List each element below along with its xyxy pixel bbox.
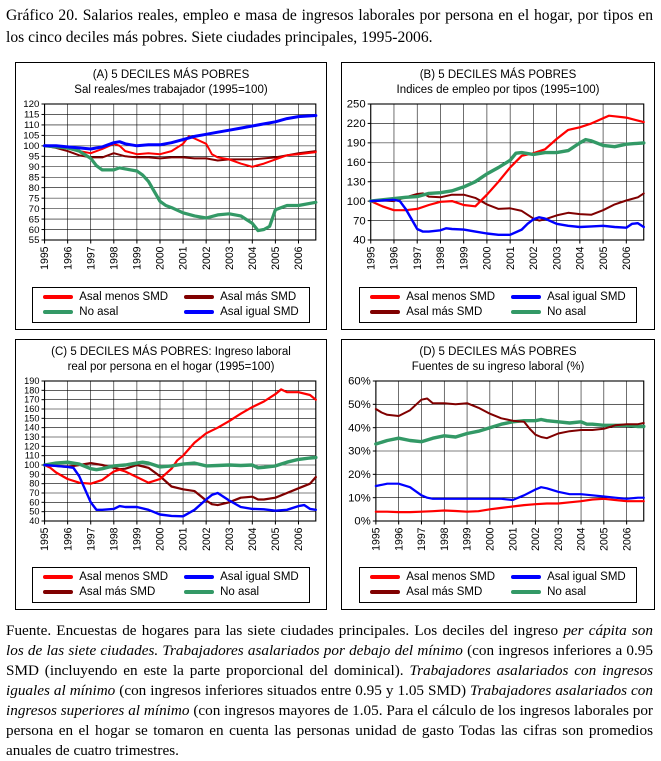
svg-text:2002: 2002: [200, 246, 213, 270]
svg-text:110: 110: [24, 450, 40, 461]
svg-text:65: 65: [28, 214, 40, 226]
svg-text:1998: 1998: [438, 527, 451, 551]
series-line-no-asal: [376, 419, 644, 444]
chart-title-line1: (B) 5 DECILES MÁS POBRES: [419, 69, 577, 82]
svg-text:60: 60: [29, 497, 40, 508]
legend-label: Asal igual SMD: [547, 291, 626, 304]
svg-text:2004: 2004: [575, 527, 588, 551]
svg-text:1998: 1998: [108, 527, 121, 551]
svg-text:2001: 2001: [177, 527, 190, 551]
svg-text:95: 95: [28, 151, 40, 163]
svg-text:70: 70: [353, 215, 366, 228]
legend-item: [511, 291, 626, 303]
legend-line-swatch: [511, 575, 541, 579]
legend-line-swatch: [184, 590, 214, 594]
legend-label: Asal menos SMD: [406, 291, 496, 304]
svg-text:1997: 1997: [416, 527, 429, 551]
svg-text:60: 60: [28, 224, 40, 236]
svg-text:40: 40: [29, 516, 40, 526]
chart-plot-d: [342, 375, 654, 563]
legend-item: [511, 306, 626, 318]
svg-text:1999: 1999: [461, 527, 474, 551]
legend-label: Asal menos SMD: [406, 571, 496, 584]
svg-text:1995: 1995: [39, 527, 52, 551]
svg-text:1995: 1995: [370, 527, 383, 551]
svg-text:2006: 2006: [293, 527, 306, 551]
svg-text:2004: 2004: [246, 246, 260, 270]
legend-line-swatch: [184, 575, 214, 579]
svg-text:2002: 2002: [530, 527, 543, 551]
svg-text:2001: 2001: [177, 246, 190, 270]
chart-title-line1: (A) 5 DECILES MÁS POBRES: [92, 69, 250, 82]
legend-line-swatch: [370, 575, 400, 579]
legend-item: [370, 571, 495, 583]
legend-item: [184, 571, 299, 583]
svg-text:2005: 2005: [598, 527, 611, 551]
svg-text:190: 190: [346, 137, 366, 150]
legend-line-swatch: [43, 295, 73, 299]
chart-plot-a: [16, 98, 326, 282]
svg-text:55: 55: [28, 235, 40, 247]
chart-title-line1: (C) 5 DECILES MÁS POBRES: Ingreso laboral: [51, 346, 291, 359]
legend-item: [370, 306, 495, 318]
svg-text:40: 40: [353, 234, 366, 247]
svg-text:2003: 2003: [223, 527, 236, 551]
svg-text:2000: 2000: [481, 246, 494, 270]
svg-text:10%: 10%: [348, 492, 371, 505]
chart-title-line2: Fuentes de su ingreso laboral (%): [411, 360, 585, 373]
chart-title-line2: Sal reales/mes trabajador (1995=100): [74, 83, 268, 96]
svg-text:160: 160: [24, 404, 40, 414]
legend-label: Asal igual SMD: [547, 571, 626, 584]
svg-text:1998: 1998: [435, 246, 448, 270]
svg-text:2006: 2006: [293, 246, 306, 270]
svg-text:1997: 1997: [85, 527, 98, 551]
svg-text:120: 120: [23, 99, 40, 111]
svg-text:1997: 1997: [411, 246, 424, 270]
legend-line-swatch: [370, 295, 400, 299]
svg-text:0%: 0%: [354, 515, 371, 528]
svg-text:30%: 30%: [348, 445, 371, 458]
svg-text:2003: 2003: [223, 246, 236, 270]
chart-panel-d: [341, 339, 655, 610]
legend-item: [43, 586, 168, 598]
chart-title-c: [16, 345, 326, 375]
legend-label: Asal menos SMD: [79, 291, 169, 304]
svg-text:90: 90: [28, 161, 40, 173]
svg-text:1998: 1998: [108, 246, 121, 270]
svg-text:85: 85: [28, 172, 40, 184]
svg-text:60%: 60%: [348, 375, 371, 388]
svg-text:2006: 2006: [620, 246, 634, 270]
svg-text:120: 120: [24, 441, 40, 452]
svg-text:2005: 2005: [269, 246, 283, 270]
legend-line-swatch: [511, 310, 541, 314]
svg-text:1995: 1995: [39, 246, 52, 270]
legend-item: [511, 571, 626, 583]
svg-text:1999: 1999: [131, 246, 144, 270]
svg-text:220: 220: [346, 118, 366, 131]
svg-text:2004: 2004: [246, 527, 260, 551]
legend-item: [184, 306, 299, 318]
svg-text:1996: 1996: [62, 527, 75, 551]
svg-text:1996: 1996: [393, 527, 406, 551]
chart-legend-d: [359, 567, 636, 603]
svg-text:70: 70: [29, 488, 40, 498]
legend-label: No asal: [547, 586, 587, 599]
legend-line-swatch: [43, 590, 73, 594]
svg-text:160: 160: [346, 157, 366, 169]
legend-item: [43, 571, 168, 583]
svg-text:140: 140: [24, 422, 40, 433]
charts-grid: [0, 48, 661, 610]
svg-text:2003: 2003: [552, 527, 565, 551]
chart-panel-b: [341, 62, 655, 330]
chart-title-line1: (D) 5 DECILES MÁS POBRES: [419, 346, 577, 359]
svg-text:100: 100: [23, 141, 40, 152]
legend-item: [370, 586, 495, 598]
svg-text:130: 130: [24, 432, 40, 442]
legend-line-swatch: [370, 310, 400, 314]
svg-text:2002: 2002: [527, 246, 541, 270]
chart-title-line2: Indices de empleo por tipos (1995=100): [396, 83, 600, 96]
svg-text:80: 80: [29, 478, 40, 489]
svg-text:1999: 1999: [458, 246, 471, 270]
svg-text:250: 250: [346, 98, 366, 111]
series-line-asal-igual-smd: [45, 115, 316, 149]
svg-text:2000: 2000: [484, 527, 497, 551]
legend-label: Asal más SMD: [406, 306, 483, 319]
legend-label: No asal: [220, 586, 260, 599]
legend-label: No asal: [79, 306, 119, 319]
svg-text:1996: 1996: [388, 246, 401, 270]
source-note: Fuente. Encuestas de hogares para las siete ciudades principales. Los deciles del ingreso per cápita son los de las siete ciudades. Trabajadores asalariados por debajo del mínimo (con ingresos inferiores a 0.95 SMD (incluyendo en este la parte proporcional del dominical). Trabajadores asalariados con ingresos iguales al mínimo (con ingresos inferiores situados entre 0.95 y 1.05 SMD) Trabajadores asalariados con ingresos superiores al mínimo (con ingresos mayores de 1.05. Para el cálculo de los ingresos laborales por persona en el hogar se tomaron en cuenta las personas unidad de gasto Todas las cifras son promedios anuales de cuatro trimestres.: [6, 622, 654, 760]
legend-item: [511, 586, 626, 598]
svg-text:20%: 20%: [348, 469, 371, 481]
chart-plot-c: [16, 375, 326, 563]
legend-label: Asal igual SMD: [220, 306, 299, 319]
svg-text:50%: 50%: [348, 399, 371, 411]
legend-label: No asal: [547, 306, 587, 319]
svg-text:2006: 2006: [621, 527, 634, 551]
chart-legend-a: [32, 287, 309, 323]
svg-text:40%: 40%: [348, 422, 371, 435]
legend-item: [370, 291, 495, 303]
legend-line-swatch: [43, 310, 73, 314]
svg-text:150: 150: [24, 413, 40, 424]
chart-plot-b: [342, 98, 654, 282]
svg-text:1996: 1996: [62, 246, 75, 270]
legend-line-swatch: [184, 295, 214, 299]
legend-item: [43, 291, 168, 303]
svg-text:2001: 2001: [507, 527, 520, 551]
svg-text:190: 190: [24, 376, 40, 386]
legend-line-swatch: [370, 590, 400, 594]
legend-item: [43, 306, 168, 318]
svg-text:180: 180: [24, 385, 40, 396]
svg-text:130: 130: [346, 176, 366, 189]
legend-line-swatch: [43, 575, 73, 579]
svg-text:2005: 2005: [597, 246, 610, 270]
legend-label: Asal más SMD: [220, 291, 297, 304]
svg-text:90: 90: [29, 469, 40, 480]
series-line-asal-igual-smd: [371, 200, 644, 235]
figure-caption: Gráfico 20. Salarios reales, empleo e masa de ingresos laborales por persona en el hogar, por tipos en los cinco deciles más pobres. Siete ciudades principales, 1995-2006.: [6, 7, 653, 46]
svg-text:75: 75: [28, 193, 40, 205]
chart-title-a: [16, 68, 326, 98]
legend-line-swatch: [511, 295, 541, 299]
svg-text:1995: 1995: [365, 246, 378, 270]
svg-text:2001: 2001: [504, 246, 517, 270]
chart-title-d: [342, 345, 654, 375]
legend-line-swatch: [184, 310, 214, 314]
chart-title-b: [342, 68, 654, 98]
svg-text:1997: 1997: [85, 246, 98, 270]
svg-text:100: 100: [346, 195, 366, 208]
svg-text:2000: 2000: [154, 246, 167, 270]
svg-text:2005: 2005: [269, 527, 283, 551]
chart-title-line2: real por persona en el hogar (1995=100): [67, 360, 275, 373]
svg-text:80: 80: [28, 182, 40, 194]
legend-label: Asal menos SMD: [79, 571, 169, 584]
legend-line-swatch: [511, 590, 541, 594]
svg-text:2002: 2002: [200, 527, 213, 551]
svg-text:170: 170: [24, 394, 40, 405]
chart-panel-a: [15, 62, 327, 330]
svg-text:115: 115: [24, 109, 40, 121]
svg-text:50: 50: [29, 506, 40, 517]
chart-legend-c: [32, 567, 309, 603]
legend-item: [184, 291, 299, 303]
svg-text:100: 100: [24, 460, 40, 470]
svg-text:2000: 2000: [154, 527, 167, 551]
series-line-asal-igual-smd: [45, 465, 316, 516]
chart-panel-c: [15, 339, 327, 610]
svg-text:2003: 2003: [551, 246, 564, 270]
legend-label: Asal más SMD: [79, 586, 156, 599]
chart-legend-b: [359, 287, 636, 323]
svg-text:70: 70: [28, 203, 40, 215]
legend-label: Asal más SMD: [406, 586, 483, 599]
legend-label: Asal igual SMD: [220, 571, 299, 584]
svg-text:110: 110: [24, 120, 40, 132]
legend-item: [184, 586, 299, 598]
svg-text:1999: 1999: [131, 527, 144, 551]
svg-text:105: 105: [23, 130, 40, 142]
series-line-asal-menos-smd: [45, 389, 316, 483]
svg-text:2004: 2004: [574, 246, 587, 270]
